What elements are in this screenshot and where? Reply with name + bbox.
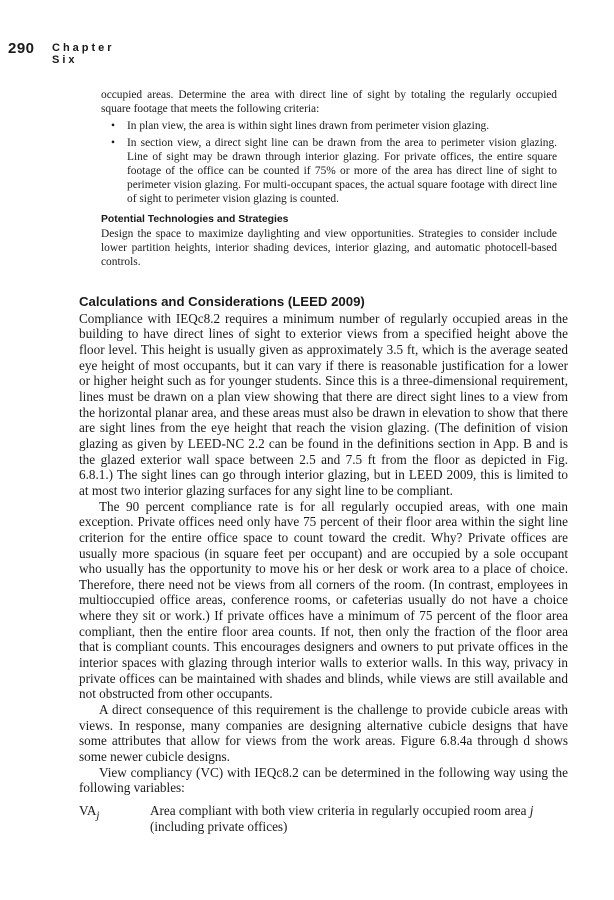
bullet-mark: • bbox=[111, 120, 115, 133]
list-item-text: In section view, a direct sight line can be drawn from the area to perimeter vision glazing. Line of sight may be drawn through interior glazing. For private offices, the entire square footage of the office can be counted if 75% or more of the area has direct line of sight to perimeter vision glazing. For multi-occupant spaces, the actual square footage with direct line of sight to perimeter vision glazing is counted. bbox=[127, 136, 557, 206]
calculations-section bbox=[79, 294, 568, 834]
criteria-intro: occupied areas. Determine the area with direct line of sight by totaling the regularly occupied square footage that meets the following criteria: bbox=[101, 89, 557, 116]
variable-desc-text: Area compliant with both view criteria in regularly occupied room area bbox=[150, 803, 527, 818]
paragraph: Compliance with IEQc8.2 requires a minimum number of regularly occupied areas in the building to have direct lines of sight to exterior views from a specified height above the floor level. This height is usually given as approximately 3.5 ft, which is the average seated eye height of most occupants, but it can vary if there is reasonable justification for a lower or higher height such as for younger students. Since this is a three-dimensional requirement, lines must be drawn on a plan view showing that there are direct sight lines to a view from the horizontal planar area, and these areas must also be drawn in elevation to show that there are sight lines from the eye height that reach the vision glazing. (The definition of vision glazing as given by LEED-NC 2.2 can be found in the definitions section in App. B and is the glazed exterior wall space between 2.5 and 7.5 ft from the floor as depicted in Fig. 6.8.1.) The sight lines can go through interior glazing, but in LEED 2009, this is limited to at most two interior glazing surfaces for any sight line to be compliant. bbox=[79, 310, 568, 498]
variable-description bbox=[150, 803, 568, 834]
chapter-title: Chapter Six bbox=[52, 42, 115, 66]
strategies-heading: Potential Technologies and Strategies bbox=[101, 213, 289, 225]
variable-desc-tail: (including private offices) bbox=[150, 818, 288, 834]
paragraph: The 90 percent compliance rate is for all regularly occupied areas, with one main exception. Private offices need only have 75 percent of their floor area within the sight line criterion for the entire office space to count toward the credit. Why? Private offices are usually more spacious (in square feet per occupant) and are occupied by a sole occupant who usually has the opportunity to move his or her desk or work area to a place of choice. Therefore, there need not be views from all corners of the room. (In contrast, employees in multioccupied office areas, conference rooms, or cafeterias usually do not have a choice where they sit or work.) If private offices have a minimum of 75 percent of the floor area compliant, then the entire floor area counts. If not, then only the fraction of the floor area that is compliant counts. This encourages designers and owners to put private offices in the interior spaces with glazing through interior walls to exterior walls. In this way, privacy in private offices can be maintained with shades and blinds, while views are still available and not obstructed from other occupants. bbox=[79, 498, 568, 702]
bullet-mark: • bbox=[111, 136, 115, 149]
section-heading: Calculations and Considerations (LEED 2009) bbox=[79, 294, 365, 309]
variable-symbol: VA bbox=[79, 803, 97, 818]
list-item bbox=[101, 136, 557, 207]
paragraph: A direct consequence of this requirement is the challenge to provide cubicle areas with views. In response, many companies are designing alternative cubicle designs that have some attributes that allow for views from the work areas. Figure 6.8.4a through d shows some newer cubicle designs. bbox=[79, 702, 568, 765]
variable-subscript: j bbox=[96, 809, 100, 822]
list-item bbox=[101, 119, 557, 133]
list-item-text: In plan view, the area is within sight lines drawn from perimeter vision glazing. bbox=[127, 120, 490, 133]
variable-definition bbox=[79, 803, 568, 834]
variable-desc-var: j bbox=[529, 803, 534, 818]
variable-name bbox=[79, 803, 150, 834]
criteria-block bbox=[101, 88, 557, 269]
page-number: 290 bbox=[8, 40, 35, 57]
strategies-text: Design the space to maximize daylighting and view opportunities. Strategies to consider include lower partition heights, interior shading devices, interior glazing, and automatic photocell-based controls. bbox=[101, 227, 557, 269]
paragraph: View compliancy (VC) with IEQc8.2 can be determined in the following way using the following variables: bbox=[79, 764, 568, 796]
criteria-list bbox=[101, 119, 557, 206]
